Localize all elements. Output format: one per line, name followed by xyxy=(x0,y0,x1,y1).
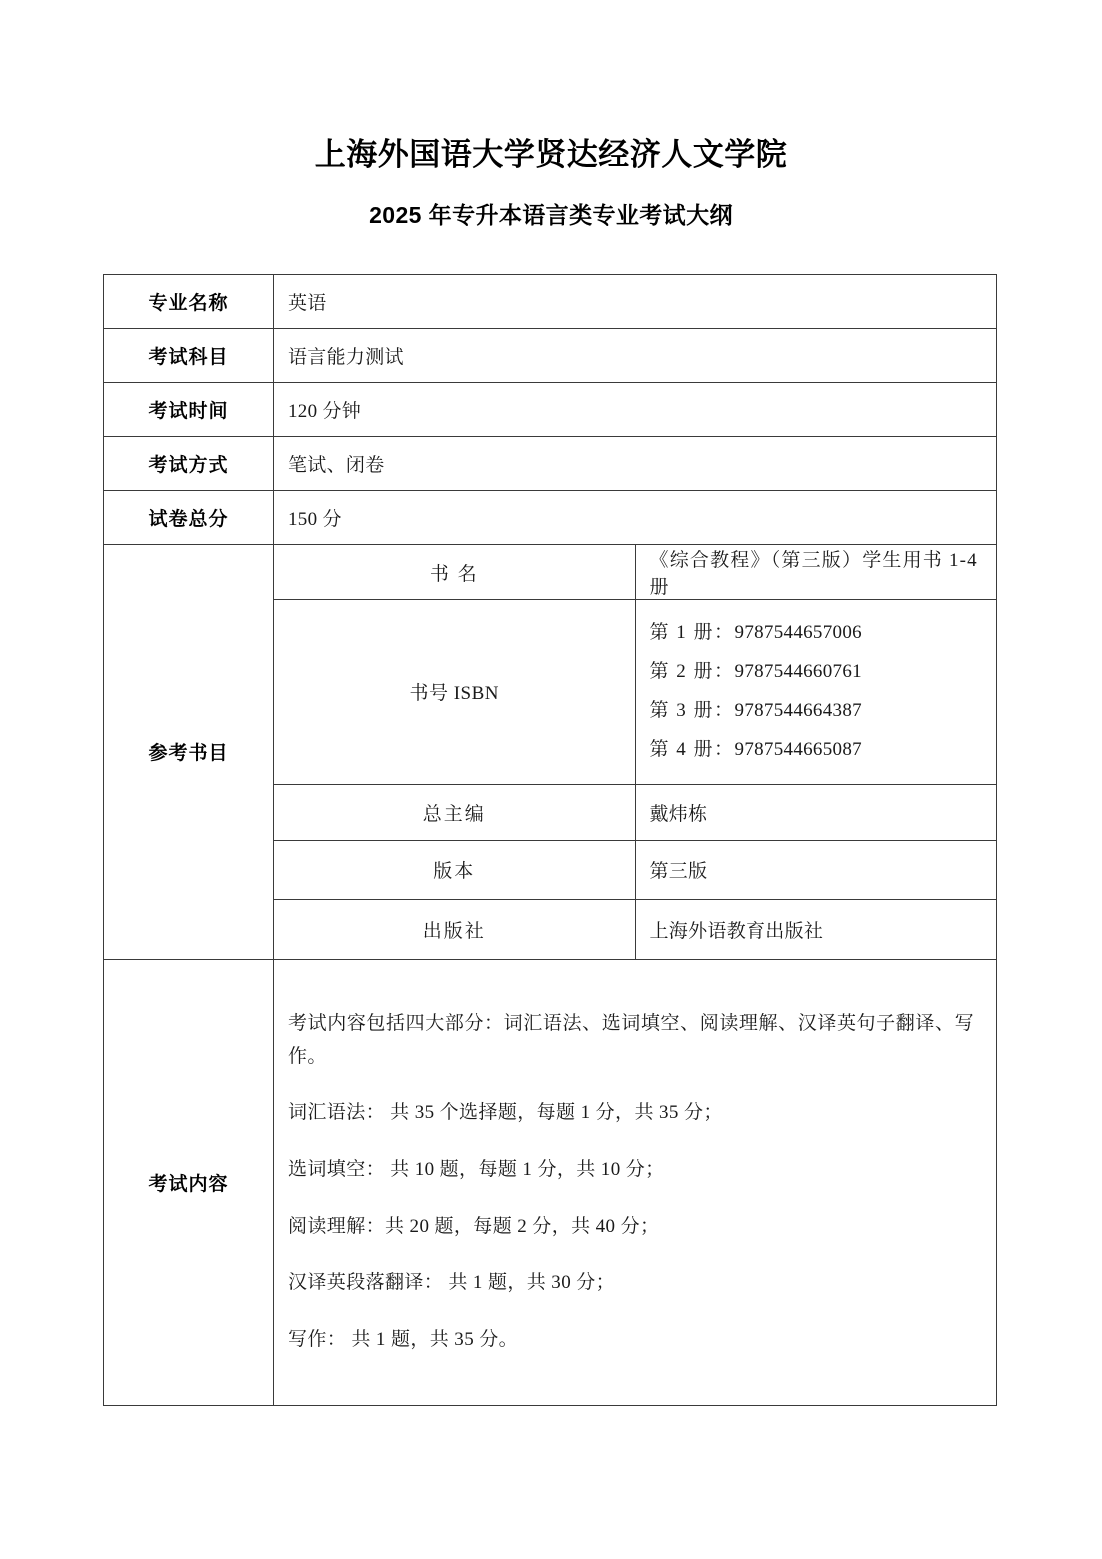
value-isbn-list xyxy=(635,600,997,785)
isbn-number: 9787544665087 xyxy=(734,738,862,760)
row-label-exam-subject: 考试科目 xyxy=(104,329,274,383)
row-label-exam-duration: 考试时间 xyxy=(104,383,274,437)
table-row xyxy=(104,383,997,437)
exam-content-paragraph: 考试内容包括四大部分：词汇语法、选词填空、阅读理解、汉译英句子翻译、写作。 xyxy=(288,1012,974,1067)
sub-label-publisher: 出版社 xyxy=(274,899,636,959)
row-value-exam-duration: 120 分钟 xyxy=(274,383,997,437)
syllabus-table xyxy=(103,274,997,1406)
page-title: 上海外国语大学贤达经济人文学院 xyxy=(314,137,788,172)
isbn-number: 9787544660761 xyxy=(734,660,862,682)
row-value-total-score: 150 分 xyxy=(274,491,997,545)
value-exam-content xyxy=(274,959,997,1405)
row-label-reference-books: 参考书目 xyxy=(104,545,274,960)
sub-label-chief-editor: 总主编 xyxy=(274,784,636,840)
isbn-number: 9787544657006 xyxy=(734,622,862,643)
isbn-number: 9787544664387 xyxy=(734,699,862,721)
exam-content-paragraph: 写作： 共 1 题，共 35 分。 xyxy=(288,1328,519,1350)
isbn-volume-label: 第 4 册： xyxy=(649,738,735,760)
value-edition: 第三版 xyxy=(635,840,997,899)
row-label-total-score: 试卷总分 xyxy=(104,491,274,545)
exam-content-paragraph: 汉译英段落翻译： 共 1 题，共 30 分； xyxy=(288,1272,616,1294)
value-publisher: 上海外语教育出版社 xyxy=(635,899,997,959)
exam-content-paragraph: 词汇语法： 共 35 个选择题，每题 1 分，共 35 分； xyxy=(288,1102,723,1124)
exam-content-paragraph: 阅读理解：共 20 题，每题 2 分，共 40 分； xyxy=(288,1215,660,1237)
table-row xyxy=(104,437,997,491)
sub-label-book-name: 书 名 xyxy=(274,545,636,600)
table-row xyxy=(104,491,997,545)
table-row xyxy=(104,275,997,329)
value-book-name: 《综合教程》（第三版）学生用书 1-4 册 xyxy=(635,545,997,600)
isbn-line xyxy=(650,653,997,692)
exam-content-paragraph: 选词填空： 共 10 题，每题 1 分，共 10 分； xyxy=(288,1158,665,1180)
sub-label-edition: 版本 xyxy=(274,840,636,899)
table-row xyxy=(104,959,997,1405)
row-label-exam-format: 考试方式 xyxy=(104,437,274,491)
row-value-exam-subject: 语言能力测试 xyxy=(274,329,997,383)
row-label-exam-content: 考试内容 xyxy=(104,959,274,1405)
isbn-volume-label: 第 3 册： xyxy=(649,699,735,721)
row-value-major-name: 英语 xyxy=(274,275,997,329)
row-value-exam-format: 笔试、闭卷 xyxy=(274,437,997,491)
isbn-volume-label: 第 2 册： xyxy=(649,660,735,682)
page-subtitle: 2025 年专升本语言类专业考试大纲 xyxy=(369,201,733,228)
table-row xyxy=(104,329,997,383)
isbn-line xyxy=(650,692,997,731)
isbn-line xyxy=(650,614,997,653)
table-row xyxy=(104,545,997,600)
row-label-major-name: 专业名称 xyxy=(104,275,274,329)
sub-label-isbn: 书号 ISBN xyxy=(274,600,636,785)
isbn-line xyxy=(650,731,997,770)
isbn-volume-label: 第 1 册： xyxy=(649,622,735,643)
value-chief-editor: 戴炜栋 xyxy=(635,784,997,840)
